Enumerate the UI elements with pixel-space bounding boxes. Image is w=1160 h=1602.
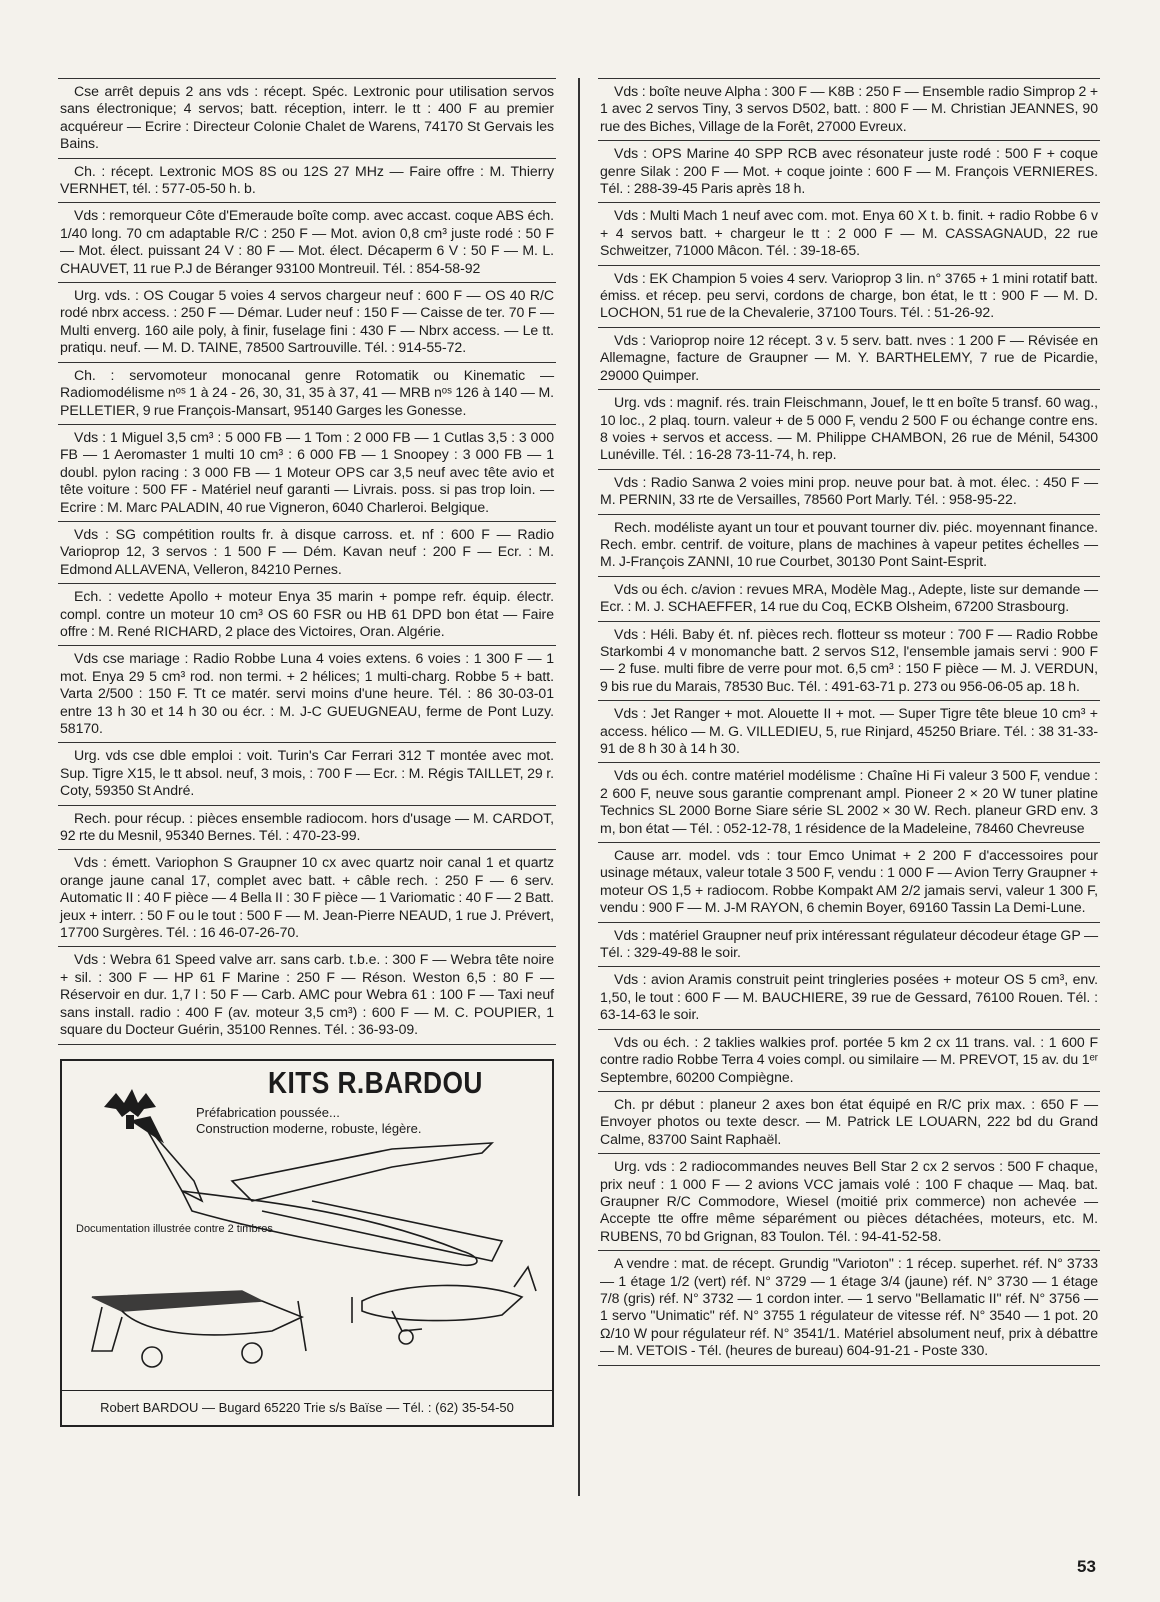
classified-ad: Vds : SG compétition roults fr. à disque carross. et. nf : 600 F — Radio Varioprop 12, 3 servos : 1 500 F — Dém. Kavan neuf : 200 F — Ecr. : M. Edmond ALLAVENA, Velleron, 84210 Pernes. bbox=[58, 521, 556, 583]
kits-title: KITS R.BARDOU bbox=[268, 1065, 483, 1100]
classified-ad: Vds : OPS Marine 40 SPP RCB avec résonateur juste rodé : 500 F + coque genre Silak : 200 F — Mot. + coque jointe : 600 F — M. François VERNIERES. Tél. : 288-39-45 Paris après 18 h. bbox=[598, 140, 1100, 202]
classified-ad: A vendre : mat. de récept. Grundig "Varioton" : 1 récep. superhet. réf. N° 3733 — 1 étage 1/2 (vert) réf. N° 3729 — 1 étage 3/4 (jaune) réf. N° 3730 — 1 étage 7/8 (gris) réf. N° 3732 — 1 cordon inter. — 1 servo "Bellamatic II" réf. N° 3756 — 1 servo "Unimatic" réf. N° 3755 1 régulateur de vitesse réf. N° 3540 — 1 pot. 20 Ω/10 W pour régulateur réf. N° 3541/1. Matériel absolument neuf, prix à débattre — M. VETOIS - Tél. (heures de bureau) 604-91-21 - Poste 330. bbox=[598, 1250, 1100, 1365]
classified-ad: Vds : émett. Variophon S Graupner 10 cx avec quartz noir canal 1 et quartz orange jaune canal 17, complet avec batt. + câble rech. : 250 F — 6 serv. Automatic II : 40 F pièce — 4 Bella II : 30 F pièce — 1 Variomatic : 40 F — 2 Batt. jeux + interr. : 50 F ou le tout : 500 F — M. Jean-Pierre NEAUD, 1 rue J. Prévert, 17700 Surgères. Tél. : 16 46-07-26-70. bbox=[58, 849, 556, 946]
classified-ad: Vds : matériel Graupner neuf prix intéressant régulateur décodeur étage GP — Tél. : 329-49-88 le soir. bbox=[598, 922, 1100, 967]
classified-ad: Vds ou éch. contre matériel modélisme : Chaîne Hi Fi valeur 3 500 F, vendue : 2 600 F, neuve sous garantie comprenant ampl. Pioneer 2 × 20 W tuner platine Technics SL 2000 Borne Siare série SL 2002 × 30 W. Rech. planeur GRD env. 3 m, bon état — Tél. : 052-12-78, 1 résidence de la Madeleine, 78460 Chevreuse bbox=[598, 762, 1100, 842]
classified-ad: Ech. : vedette Apollo + moteur Enya 35 marin + pompe refr. équip. électr. compl. contre un moteur 10 cm³ OS 60 FSR ou HB 61 DPD bon état — Faire offre : M. René RICHARD, 2 place des Victoires, Oran. Algérie. bbox=[58, 583, 556, 645]
classified-ad: Urg. vds : magnif. rés. train Fleischmann, Jouef, le tt en boîte 5 transf. 60 wag., 10 loc., 2 plaq. tourn. valeur + de 5 000 F, vendu 2 500 F ou échange contre ens. 8 voies + servos et access. — M. Philippe CHAMBON, 26 rue de Ménil, 54300 Lunéville. Tél. : 16-28 73-11-74, h. rep. bbox=[598, 389, 1100, 469]
classified-ad: Vds : avion Aramis construit peint tringleries posées + moteur OS 5 cm³, env. 1,50, le tout : 600 F — M. BAUCHIERE, 39 rue de Gessard, 76100 Rouen. Tél. : 63-14-63 le soir. bbox=[598, 966, 1100, 1028]
classified-ad: Cse arrêt depuis 2 ans vds : récept. Spéc. Lextronic pour utilisation servos sans électronique; 4 servos; batt. réception, interr. le tt : 400 F au premier acquéreur — Ecrire : Directeur Colonie Chalet de Warens, 74170 St Gervais les Bains. bbox=[58, 78, 556, 158]
kits-tagline: Préfabrication poussée... bbox=[196, 1105, 340, 1120]
kits-tagline: Construction moderne, robuste, légère. bbox=[196, 1121, 422, 1136]
classified-ad: Vds ou éch. c/avion : revues MRA, Modèle Mag., Adepte, liste sur demande — Ecr. : M. J. SCHAEFFER, 14 rue du Coq, ECKB Olsheim, 67200 Strasbourg. bbox=[598, 576, 1100, 621]
light-plane-drawing-icon bbox=[92, 1291, 306, 1367]
classified-ad: Cause arr. model. vds : tour Emco Unimat + 2 200 F d'accessoires pour usinage métaux, valeur totale 3 500 F, vendu : 1 000 F — Avion Terry Graupner + moteur OS 1,5 + radiocom. Robbe Kompakt AM 2/2 jamais servi, valeur 1 300 F, vendu : 900 F — M. J-M RAYON, 6 chemin Boyer, 69160 Tassin La Demi-Lune. bbox=[598, 842, 1100, 922]
classified-ad: Ch. : récept. Lextronic MOS 8S ou 12S 27 MHz — Faire offre : M. Thierry VERNHET, tél. : 577-05-50 h. b. bbox=[58, 158, 556, 203]
classified-ad: Ch. pr début : planeur 2 axes bon état équipé en R/C prix max. : 650 F — Envoyer photos ou texte descr. — M. Patrick LE LOUARN, 222 bd du Grand Calme, 83700 Saint Raphaël. bbox=[598, 1091, 1100, 1153]
classified-ad: Rech. modéliste ayant un tour et pouvant tourner div. piéc. moyennant finance. Rech. embr. centrif. de voiture, plans de machines à vapeur petites échelles — M. J-François ZANNI, 10 rue Courbet, 30130 Pont Saint-Esprit. bbox=[598, 514, 1100, 576]
classified-ad: Vds : remorqueur Côte d'Emeraude boîte comp. avec accast. coque ABS éch. 1/40 long. 70 cm adaptable R/C : 250 F — Mot. avion 0,8 cm³ juste rodé : 50 F — Mot. élect. puissant 24 V : 80 F — Mot. élect. Décaperm 6 V : 50 F — M. L. CHAUVET, 11 rue P.J de Béranger 93100 Montreuil. Tél. : 854-58-92 bbox=[58, 202, 556, 282]
left-column bbox=[58, 78, 556, 1045]
page-number: 53 bbox=[1077, 1557, 1096, 1576]
classified-ad: Urg. vds cse dble emploi : voit. Turin's Car Ferrari 312 T montée avec mot. Sup. Tigre X15, le tt absol. neuf, 3 mois, : 700 F — Ecr. : M. Régis TAILLET, 29 r. Coty, 59350 St André. bbox=[58, 742, 556, 804]
classified-ad: Rech. pour récup. : pièces ensemble radiocom. hors d'usage — M. CARDOT, 92 rte du Mesnil, 95340 Bernes. Tél. : 470-23-99. bbox=[58, 805, 556, 850]
kits-documentation-note: Documentation illustrée contre 2 timbres bbox=[76, 1223, 273, 1235]
classified-ad: Vds : Webra 61 Speed valve arr. sans carb. t.b.e. : 300 F — Webra tête noire + sil. : 300 F — HP 61 F Marine : 250 F — Réson. Weston 6,5 : 80 F — Réservoir en dur. 1,7 l : 50 F — Carb. AMC pour Webra 61 : 100 F — Taxi neuf sans install. radio : 400 F (av. moteur 3,5 cm³) : 600 F — M. C. POUPIER, 1 square du Docteur Guérin, 35100 Rennes. Tél. : 36-93-09. bbox=[58, 946, 556, 1044]
classified-ad: Vds : EK Champion 5 voies 4 serv. Varioprop 3 lin. n° 3765 + 1 mini rotatif batt. émiss. et récep. peu servi, cordons de charge, bon état, le tt : 900 F — M. D. LOCHON, 51 rue de la Chevalerie, 37100 Tours. Tél. : 51-26-92. bbox=[598, 265, 1100, 327]
classified-ad: Vds cse mariage : Radio Robbe Luna 4 voies extens. 6 voies : 1 300 F — 1 mot. Enya 29 5 cm³ rod. non termi. + 2 hélices; 1 multi-charg. Robbe 5 + batt. Varta 2/500 : 150 F. Tt ce matér. servi moins d'une heure. Tél. : 86 30-03-01 entre 13 h 30 et 14 h 30 ou écr. : M. J-C GUEUGNEAU, ferme de Pont Luzy. 58170. bbox=[58, 645, 556, 742]
classified-ad: Vds : Varioprop noire 12 récept. 3 v. 5 serv. batt. nves : 1 200 F — Révisée en Allemagne, facture de Graupner — M. Y. BARTHELEMY, 7 rue de Picardie, 29000 Quimper. bbox=[598, 327, 1100, 389]
classified-ad: Vds : Radio Sanwa 2 voies mini prop. neuve pour bat. à mot. élec. : 450 F — M. PERNIN, 33 rte de Versailles, 78560 Port Marly. Tél. : 958-95-22. bbox=[598, 469, 1100, 514]
classified-ad: Vds : boîte neuve Alpha : 300 F — K8B : 250 F — Ensemble radio Simprop 2 + 1 avec 2 servos Tiny, 3 servos D502, batt. : 800 F — M. Christian JEANNES, 90 rue des Biches, Village de la Forêt, 27000 Evreux. bbox=[598, 78, 1100, 140]
classified-ad: Vds ou éch. : 2 taklies walkies prof. portée 5 km 2 cx 11 trans. val. : 1 600 F contre radio Robbe Terra 4 voies compl. ou similaire — M. PREVOT, 15 av. du 1ᵉʳ Septembre, 60200 Compiègne. bbox=[598, 1029, 1100, 1091]
kits-bardou-advertisement bbox=[60, 1059, 554, 1427]
classified-ad: Vds : Multi Mach 1 neuf avec com. mot. Enya 60 X t. b. finit. + radio Robbe 6 v + 4 servos batt. + chargeur le tt : 2 000 F — M. CASSAGNAUD, 22 rue Schweitzer, 71000 Mâcon. Tél. : 39-18-65. bbox=[598, 202, 1100, 264]
classified-ad: Vds : Jet Ranger + mot. Alouette II + mot. — Super Tigre tête bleue 10 cm³ + access. hélico — M. G. VILLEDIEU, 5, rue Rinjard, 45250 Briare. Tél. : 38 31-33-91 de 8 h 30 à 14 h 30. bbox=[598, 700, 1100, 762]
classified-ad: Urg. vds. : OS Cougar 5 voies 4 servos chargeur neuf : 600 F — OS 40 R/C rodé nbrx access. : 250 F — Démar. Luder neuf : 150 F — Caisse de ter. 70 F — Multi enverg. 160 aile poly, à finir, fuselage fini : 430 F — Nbrx access. — Le tt. pratiqu. neuf. — M. D. TAINE, 78500 Sartrouville. Tél. : 914-55-72. bbox=[58, 282, 556, 362]
racer-plane-drawing-icon bbox=[352, 1267, 536, 1344]
classified-ad: Urg. vds : 2 radiocommandes neuves Bell Star 2 cx 2 servos : 500 F chaque, prix neuf : 1 000 F — 2 avions VCC jamais volé : 100 F chaque — Maq. bat. Graupner R/C Commodore, Wiesel (moitié prix commerce) non achevée — Accepte tte offre même séparément ou pièces détachées, moteurs, etc. M. RUBENS, 70 bd Grignan, 83 Toulon. Tél. : 94-41-52-58. bbox=[598, 1153, 1100, 1250]
classified-ad: Vds : 1 Miguel 3,5 cm³ : 5 000 FB — 1 Tom : 2 000 FB — 1 Cutlas 3,5 : 3 000 FB — 1 Aeromaster 1 multi 10 cm³ : 6 000 FB — 1 Snoopey : 3 000 FB — 1 doubl. pylon racing : 3 000 FB — 1 Moteur OPS car 3,5 neuf avec tête avio et tête voiture : 500 FF - Matériel neuf garanti — Livrais. poss. si pas trop loin. — Ecrire : M. Marc PALADIN, 40 rue Vigneron, 6040 Charleroi. Belgique. bbox=[58, 424, 556, 521]
right-column bbox=[598, 78, 1100, 1366]
classified-ad: Ch. : servomoteur monocanal genre Rotomatik ou Kinematic — Radiomodélisme nᵒˢ 1 à 24 - 26, 30, 31, 35 à 37, 41 — MRB nᵒˢ 126 à 140 — M. PELLETIER, 9 rue François-Mansart, 95140 Garges les Gonesse. bbox=[58, 362, 556, 424]
glider-drawing-icon bbox=[132, 1117, 502, 1265]
kits-contact-footer: Robert BARDOU — Bugard 65220 Trie s/s Baïse — Tél. : (62) 35-54-50 bbox=[62, 1390, 552, 1425]
classified-ad: Vds : Héli. Baby ét. nf. pièces rech. flotteur ss moteur : 700 F — Radio Robbe Starkombi 4 v monomanche batt. 2 servos S12, l'ensemble jamais servi : 900 F — 2 fuse. multi fibre de verre pour mot. 6,5 cm³ : 150 F pièce — M. J. VERDUN, 9 bis rue du Marais, 78530 Buc. Tél. : 491-63-71 p. 273 ou 956-06-05 ap. 18 h. bbox=[598, 621, 1100, 701]
column-divider bbox=[578, 78, 580, 1496]
